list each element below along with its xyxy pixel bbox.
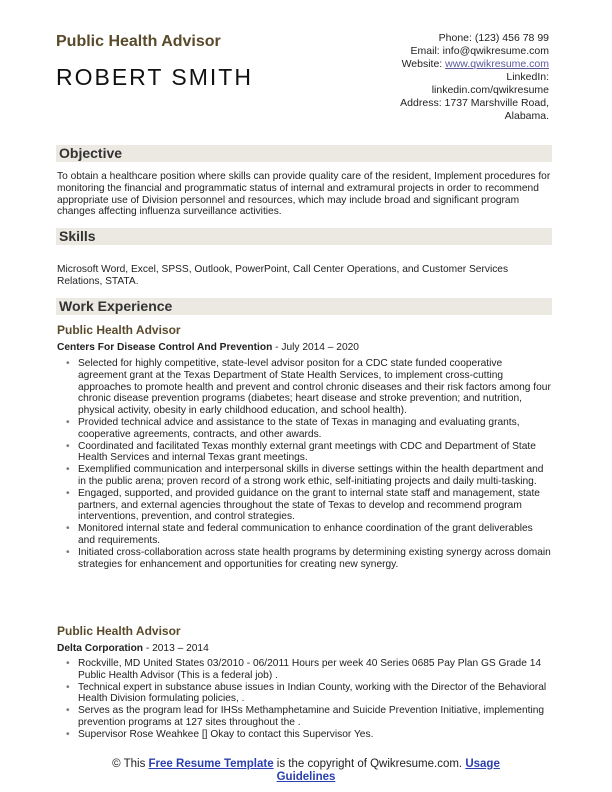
job-bullet: • Supervisor Rose Weahkee [] Okay to contact this Supervisor Yes. bbox=[66, 729, 552, 741]
skills-text: Microsoft Word, Excel, SPSS, Outlook, PowerPoint, Call Center Operations, and Customer Services Relations, STATA. bbox=[57, 264, 509, 287]
guidelines-link[interactable]: Guidelines bbox=[276, 771, 336, 783]
objective-text: To obtain a healthcare position where skills can provide quality care of the resident, Implement procedures for monitoring the financial and programmatic status of internal and extramural projects in order to recommend appropriate use of Division personnel and resources, which may include broad and significant program changes affecting influenza surveillance activities. bbox=[57, 171, 551, 218]
job-bullet: • Technical expert in substance abuse issues in Indian County, working with the Director of the Behavioral Health Division formulating policies, . bbox=[66, 682, 552, 706]
job-bullet: • Monitored internal state and federal communication to enhance coordination of the grant deliverables and requirements. bbox=[66, 523, 552, 547]
job-bullet-list bbox=[66, 658, 552, 741]
contact-phone: Phone: (123) 456 78 99 bbox=[438, 32, 549, 44]
footer-middle: is the copyright of Qwikresume.com. bbox=[273, 758, 466, 770]
contact-linkedin-label: LinkedIn: bbox=[506, 71, 549, 83]
job-bullet-list bbox=[66, 358, 552, 570]
job-dates: - 2013 – 2014 bbox=[143, 643, 209, 654]
objective-section-header bbox=[56, 145, 552, 162]
contact-email: Email: info@qwikresume.com bbox=[410, 45, 549, 57]
job-bullet: • Rockville, MD United States 03/2010 - 06/2011 Hours per week 40 Series 0685 Pay Plan GS Grade 14 Public Health Advisor (This is a federal job) . bbox=[66, 658, 552, 682]
contact-website bbox=[299, 58, 549, 71]
objective-heading: Objective bbox=[59, 145, 123, 161]
contact-address-line1: Address: 1737 Marshville Road, bbox=[400, 97, 549, 109]
job-company-line bbox=[57, 342, 359, 353]
job-company-line bbox=[57, 643, 209, 654]
job-bullet: • Initiated cross-collaboration across state health programs by determining existing synergy across domain strategies for enhancement and opportunities for creating new synergy. bbox=[66, 547, 552, 571]
job-title: Public Health Advisor bbox=[57, 624, 181, 638]
skills-heading: Skills bbox=[59, 228, 96, 244]
job-bullet: • Engaged, supported, and provided guidance on the grant to internal state staff and management, state partners, and external agencies throughout the state of Texas to develop and recommend program interventions, prevention, and control strategies. bbox=[66, 488, 552, 523]
free-resume-template-link[interactable]: Free Resume Template bbox=[148, 758, 274, 770]
copyright-footer bbox=[0, 758, 612, 784]
job-company: Delta Corporation bbox=[57, 643, 144, 654]
experience-heading: Work Experience bbox=[59, 298, 173, 314]
job-bullet: • Serves as the program lead for IHSs Methamphetamine and Suicide Prevention Initiative, implementing prevention programs at 127 sites throughout the . bbox=[66, 705, 552, 729]
contact-address-line2: Alabama. bbox=[504, 110, 549, 122]
person-name: ROBERT SMITH bbox=[56, 64, 253, 90]
contact-linkedin-url: linkedin.com/qwikresume bbox=[431, 84, 549, 96]
website-label: Website: bbox=[401, 58, 446, 70]
footer-prefix: © This bbox=[112, 758, 149, 770]
resume-header bbox=[56, 30, 556, 130]
usage-link[interactable]: Usage bbox=[465, 758, 500, 770]
job-bullet: • Provided technical advice and assistance to the state of Texas in managing and evaluating grants, cooperative agreements, contracts, and other awards. bbox=[66, 417, 552, 441]
skills-section-header bbox=[56, 228, 552, 245]
job-bullet: • Selected for highly competitive, state-level advisor positon for a CDC state funded cooperative agreement grant at the Texas Department of State Health Services, to implement cross-cutting approaches to promote health and prevent and control chronic diseases and their risk factors among four chronic disease prevention programs (diabetes; heart disease and stroke prevention; and nutrition, physical activity, obesity in early childhood education, and school health). bbox=[66, 358, 552, 417]
job-company: Centers For Disease Control And Prevention bbox=[57, 342, 273, 353]
job-bullet: • Coordinated and facilitated Texas monthly external grant meetings with CDC and Department of State Health Services and internal Texas grant meetings. bbox=[66, 441, 552, 465]
job-title: Public Health Advisor bbox=[57, 323, 181, 337]
experience-section-header bbox=[56, 298, 552, 315]
job-dates: - July 2014 – 2020 bbox=[272, 342, 359, 353]
header-job-title: Public Health Advisor bbox=[56, 33, 221, 50]
contact-block bbox=[299, 32, 549, 123]
job-bullet: • Exemplified communication and interpersonal skills in diverse settings within the health department and in the public arena; proven record of a strong work ethic, self-initiating projects and daily multi-tasking. bbox=[66, 464, 552, 488]
website-link[interactable]: www.qwikresume.com bbox=[445, 58, 549, 70]
